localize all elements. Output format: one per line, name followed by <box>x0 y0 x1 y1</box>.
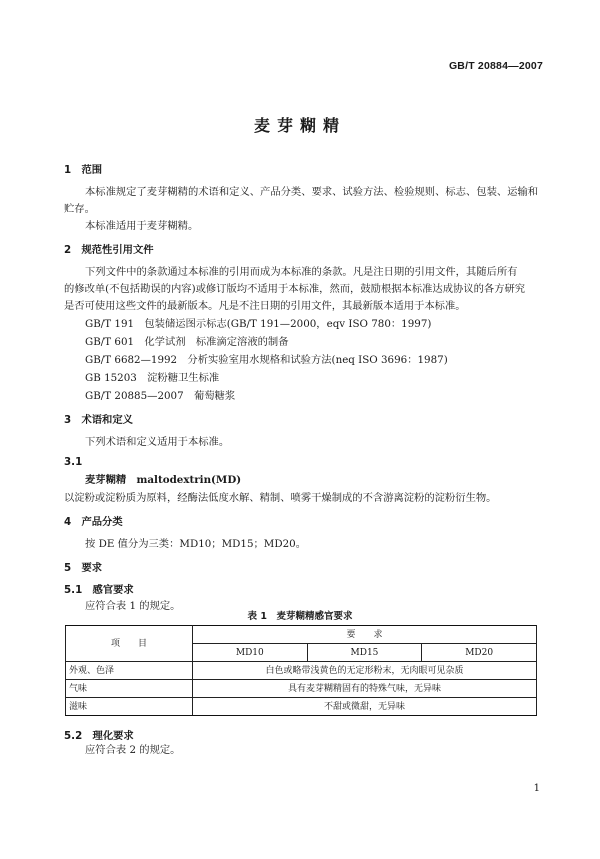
table-header-item: 项 目 <box>66 626 193 662</box>
section-5-2-paragraph: 应符合表 2 的规定。 <box>85 744 181 756</box>
section-1-paragraph-line: 本标准规定了麦芽糊精的术语和定义、产品分类、要求、试验方法、检验规则、标志、包装、运输和 <box>85 186 539 198</box>
section-2-heading: 2 规范性引用文件 <box>64 244 154 256</box>
section-2-paragraph-line: 下列文件中的条款通过本标准的引用而成为本标准的条款。凡是注日期的引用文件，其随后所有 <box>85 266 518 278</box>
section-5-heading: 5 要求 <box>64 562 103 574</box>
section-5-1-heading: 5.1 感官要求 <box>64 584 134 596</box>
reference-item: GB/T 191 包装储运图示标志(GB/T 191—2000，eqv ISO 780：1997) <box>85 318 432 330</box>
table-cell-item: 气味 <box>66 680 193 698</box>
section-1-paragraph-line: 贮存。 <box>64 203 95 215</box>
section-5-1-paragraph: 应符合表 1 的规定。 <box>85 600 181 612</box>
reference-item: GB/T 601 化学试剂 标准滴定溶液的制备 <box>85 336 289 348</box>
table-row <box>66 698 537 716</box>
reference-item: GB 15203 淀粉糖卫生标准 <box>85 372 220 384</box>
table-subheader: MD10 <box>193 644 308 662</box>
section-1-heading: 1 范围 <box>64 164 103 176</box>
clause-3-1-number: 3.1 <box>64 456 83 468</box>
section-2-paragraph-line: 的修改单(不包括勘误的内容)或修订版均不适用于本标准，然而，鼓励根据本标准达成协议的各方研究 <box>64 283 526 295</box>
section-3-heading: 3 术语和定义 <box>64 414 133 426</box>
table-cell-item: 外观、色泽 <box>66 662 193 680</box>
reference-item: GB/T 6682—1992 分析实验室用水规格和试验方法(neq ISO 3696：1987) <box>85 354 448 366</box>
table-row <box>66 680 537 698</box>
table-header-requirements: 要 求 <box>193 626 537 644</box>
section-4-heading: 4 产品分类 <box>64 516 123 528</box>
term-maltodextrin: 麦芽糊精 maltodextrin(MD) <box>85 474 242 486</box>
table-1-caption: 表 1 麦芽糊精感官要求 <box>247 611 353 622</box>
table-cell-value: 具有麦芽糊精固有的特殊气味，无异味 <box>193 680 537 698</box>
section-1-scope-line: 本标准适用于麦芽糊精。 <box>85 220 199 232</box>
table-row <box>66 662 537 680</box>
table-cell-value: 不甜或微甜，无异味 <box>193 698 537 716</box>
page-number: 1 <box>533 783 540 794</box>
document-title: 麦芽糊精 <box>253 116 346 135</box>
reference-item: GB/T 20885—2007 葡萄糖浆 <box>85 390 236 402</box>
table-cell-item: 滋味 <box>66 698 193 716</box>
table-cell-value: 白色或略带浅黄色的无定形粉末，无肉眼可见杂质 <box>193 662 537 680</box>
section-3-paragraph: 下列术语和定义适用于本标准。 <box>85 436 230 448</box>
section-2-paragraph-line: 是否可使用这些文件的最新版本。凡是不注日期的引用文件，其最新版本适用于本标准。 <box>64 300 466 312</box>
table-subheader: MD15 <box>307 644 422 662</box>
section-4-paragraph: 按 DE 值分为三类：MD10；MD15；MD20。 <box>85 538 306 550</box>
section-5-2-heading: 5.2 理化要求 <box>64 730 134 742</box>
sensory-requirements-table <box>65 625 537 716</box>
standard-code: GB/T 20884—2007 <box>448 60 543 72</box>
term-definition: 以淀粉或淀粉质为原料，经酶法低度水解、精制、喷雾干燥制成的不含游离淀粉的淀粉衍生物。 <box>64 492 497 504</box>
table-subheader: MD20 <box>422 644 537 662</box>
